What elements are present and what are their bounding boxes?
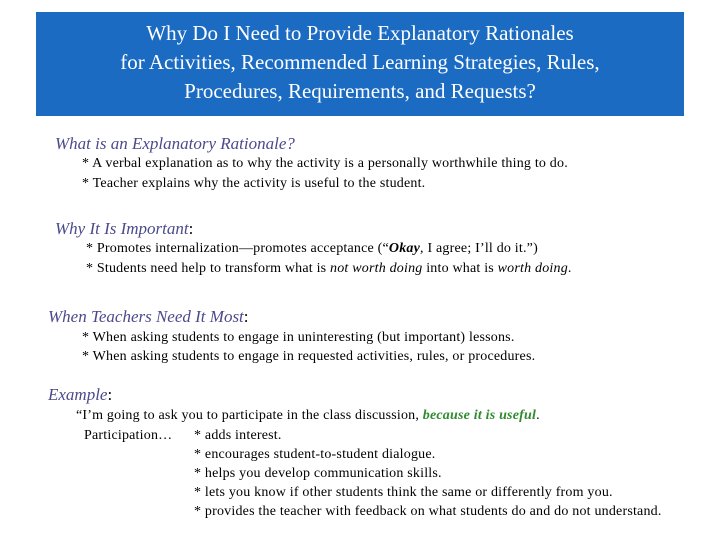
why-item-2-mid: into what is: [422, 261, 498, 276]
title-line-3: Procedures, Requirements, and Requests?: [184, 79, 536, 103]
section-heading-what: What is an Explanatory Rationale?: [55, 134, 295, 153]
benefit-item: * adds interest.: [194, 428, 282, 443]
why-item-1-pre: * Promotes internalization—promotes acceptance (“: [86, 241, 389, 256]
why-item-1: [86, 241, 538, 257]
what-item-2: * Teacher explains why the activity is useful to the student.: [82, 176, 426, 191]
example-quote: [76, 408, 540, 424]
why-heading-text: Why It Is Important: [55, 219, 189, 238]
section-heading-why: [55, 219, 193, 239]
example-quote-pre: “I’m going to ask you to participate in the class discussion,: [76, 408, 423, 423]
why-item-2-post: .: [567, 261, 572, 276]
section-heading-when: [48, 307, 249, 327]
section-heading-example: [48, 385, 112, 405]
when-heading-text: When Teachers Need It Most: [48, 307, 244, 326]
when-item-1: * When asking students to engage in uninteresting (but important) lessons.: [82, 330, 515, 345]
when-item-2: * When asking students to engage in requested activities, rules, or procedures.: [82, 349, 536, 364]
title-banner: [36, 12, 684, 116]
why-item-1-post: , I agree; I’ll do it.”): [420, 241, 538, 256]
example-quote-emphasis: because it is useful: [422, 408, 537, 423]
title-line-1: Why Do I Need to Provide Explanatory Rationales: [146, 21, 574, 45]
why-item-2: [86, 261, 572, 277]
why-item-1-bold: Okay: [388, 241, 421, 256]
benefit-item: * provides the teacher with feedback on what students do and do not understand.: [194, 504, 662, 519]
what-item-1: * A verbal explanation as to why the activity is a personally worthwhile thing to do.: [82, 156, 568, 171]
benefit-item: * encourages student-to-student dialogue.: [194, 447, 436, 462]
participation-label: Participation…: [84, 428, 173, 443]
why-item-2-em1: not worth doing: [330, 261, 423, 276]
benefit-item: * helps you develop communication skills.: [194, 466, 442, 481]
why-item-2-em2: worth doing: [497, 261, 568, 276]
example-heading-text: Example: [48, 385, 108, 404]
why-heading-colon: :: [188, 219, 194, 238]
why-item-2-pre: * Students need help to transform what is: [86, 261, 331, 276]
example-heading-colon: :: [107, 385, 113, 404]
benefit-item: * lets you know if other students think the same or differently from you.: [194, 485, 613, 500]
when-heading-colon: :: [243, 307, 249, 326]
title-line-2: for Activities, Recommended Learning Strategies, Rules,: [120, 50, 600, 74]
example-quote-post: .: [536, 408, 540, 423]
